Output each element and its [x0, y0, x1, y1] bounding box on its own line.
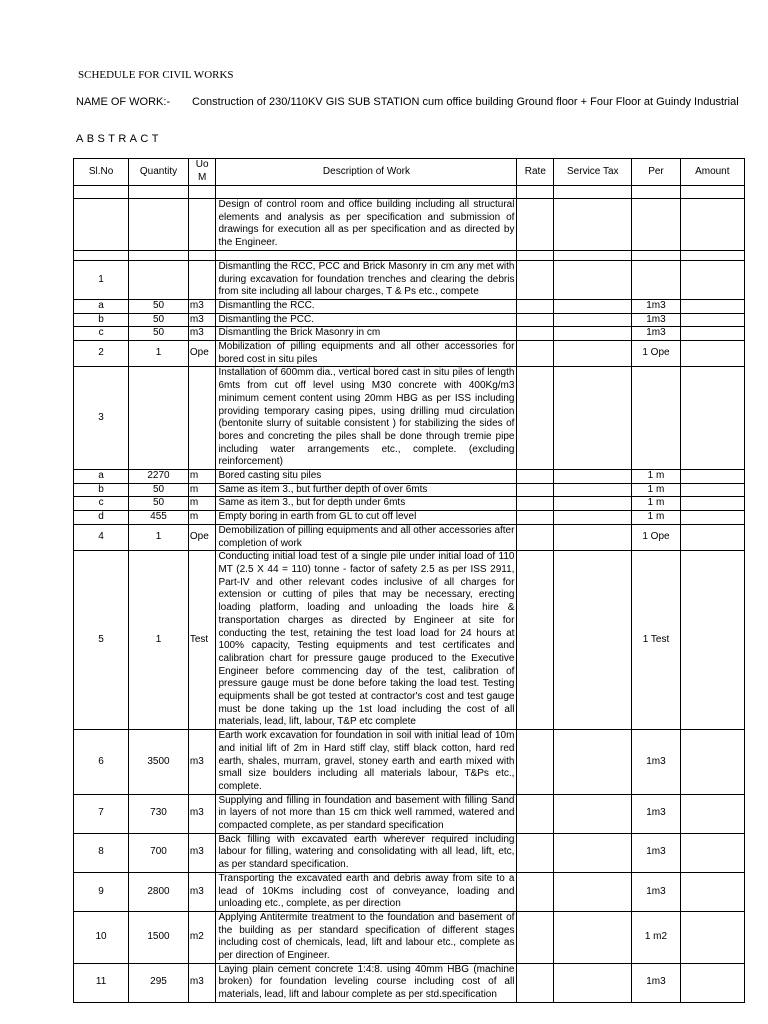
column-header-service-tax: Service Tax [554, 159, 632, 186]
table-row [74, 963, 745, 1002]
cell-slno: 8 [74, 833, 129, 872]
cell-slno: 5 [74, 551, 129, 730]
name-of-work-value: Construction of 230/110KV GIS SUB STATION cum office building Ground floor + Four Floor at Guindy Industrial [192, 96, 739, 108]
cell-slno: 11 [74, 963, 129, 1002]
cell-quantity: 50 [129, 483, 189, 497]
cell-slno: 10 [74, 911, 129, 963]
cell-rate [517, 872, 554, 911]
cell-quantity: 1 [129, 524, 189, 550]
cell-description: Transporting the excavated earth and debris away from site to a lead of 10Kms including cost of conveyance, loading and unloading etc., complete, as per direction [216, 872, 517, 911]
cell-description: Dismantling the RCC. [216, 299, 517, 313]
cell-uom: m3 [188, 327, 216, 341]
cell-slno: 4 [74, 524, 129, 550]
cell-service-tax [554, 833, 632, 872]
column-header-per: Per [632, 159, 680, 186]
cell-description: Dismantling the RCC, PCC and Brick Masonry in cm any met with during excavation for foundation trenches and clearing the debris from site including all labour charges, T & Ps etc., compete [216, 260, 517, 299]
table-row [74, 367, 745, 470]
cell-slno: 9 [74, 872, 129, 911]
cell-per [632, 199, 680, 251]
cell-rate [517, 260, 554, 299]
cell-service-tax [554, 327, 632, 341]
cell-quantity: 1500 [129, 911, 189, 963]
cell-quantity: 2800 [129, 872, 189, 911]
cell-amount [680, 911, 744, 963]
table-header-row [74, 159, 745, 186]
abstract-table [73, 158, 745, 1003]
cell-description: Dismantling the PCC. [216, 313, 517, 327]
cell-rate [517, 367, 554, 470]
cell-quantity: 1 [129, 341, 189, 367]
cell-uom: m [188, 497, 216, 511]
cell-uom: m2 [188, 911, 216, 963]
table-row [74, 250, 745, 260]
cell-description: Demobilization of pilling equipments and all other accessories after completion of work [216, 524, 517, 550]
cell-quantity [129, 199, 189, 251]
name-of-work-label: NAME OF WORK:- [76, 96, 171, 108]
abstract-heading: ABSTRACT [76, 133, 162, 145]
cell-rate [517, 327, 554, 341]
cell-description: Bored casting situ piles [216, 470, 517, 484]
cell-description: Same as item 3., but for depth under 6mts [216, 497, 517, 511]
cell-uom: Test [188, 551, 216, 730]
cell-per: 1 Ope [632, 524, 680, 550]
cell-per: 1m3 [632, 794, 680, 833]
cell-per [632, 186, 680, 199]
table-row [74, 551, 745, 730]
cell-rate [517, 833, 554, 872]
table-row [74, 911, 745, 963]
cell-description: Installation of 600mm dia., vertical bored cast in situ piles of length 6mts from cut off level using M30 concrete with 400Kg/m3 minimum cement content using 20mm HBG as per ISS including providing temporary casing pipes, using drilling mud circulation (bentonite slurry of suitable consistent ) for stabilizing the sides of bores and concreting the piles shall be done through tremie pipe including water arrangements etc., complete. (excluding reinforcement) [216, 367, 517, 470]
cell-slno: 3 [74, 367, 129, 470]
cell-quantity [129, 250, 189, 260]
cell-per: 1 Test [632, 551, 680, 730]
cell-description: Back filling with excavated earth wherever required including labour for filling, watering and consolidating with all lead, lift, etc, as per standard specification. [216, 833, 517, 872]
cell-per: 1m3 [632, 730, 680, 795]
cell-service-tax [554, 250, 632, 260]
cell-description: Laying plain cement concrete 1:4:8. using 40mm HBG (machine broken) for foundation leveling course including cost of all materials, lead, lift and labour complete as per std.specification [216, 963, 517, 1002]
cell-uom [188, 186, 216, 199]
cell-amount [680, 250, 744, 260]
table-row [74, 341, 745, 367]
cell-amount [680, 470, 744, 484]
cell-service-tax [554, 199, 632, 251]
table-row [74, 186, 745, 199]
cell-service-tax [554, 299, 632, 313]
column-header-uom: Uo M [188, 159, 216, 186]
cell-uom: m3 [188, 794, 216, 833]
cell-rate [517, 199, 554, 251]
cell-rate [517, 250, 554, 260]
cell-slno: b [74, 483, 129, 497]
cell-quantity: 295 [129, 963, 189, 1002]
cell-service-tax [554, 511, 632, 525]
cell-rate [517, 730, 554, 795]
cell-slno: a [74, 299, 129, 313]
cell-service-tax [554, 367, 632, 470]
cell-rate [517, 963, 554, 1002]
cell-amount [680, 524, 744, 550]
cell-per [632, 260, 680, 299]
document-title: SCHEDULE FOR CIVIL WORKS [78, 69, 234, 81]
cell-per [632, 250, 680, 260]
cell-amount [680, 299, 744, 313]
name-of-work [76, 96, 739, 108]
cell-slno: 6 [74, 730, 129, 795]
cell-description: Empty boring in earth from GL to cut off level [216, 511, 517, 525]
table-body [74, 186, 745, 1003]
cell-amount [680, 260, 744, 299]
cell-rate [517, 186, 554, 199]
cell-amount [680, 730, 744, 795]
cell-amount [680, 341, 744, 367]
cell-service-tax [554, 872, 632, 911]
cell-amount [680, 497, 744, 511]
cell-slno [74, 186, 129, 199]
cell-uom: m3 [188, 872, 216, 911]
column-header-quantity: Quantity [129, 159, 189, 186]
table-row [74, 327, 745, 341]
cell-slno [74, 199, 129, 251]
cell-service-tax [554, 730, 632, 795]
cell-quantity: 455 [129, 511, 189, 525]
cell-description: Design of control room and office building including all structural elements and analysis as per specification and submission of drawings for execution all as per specification and as directed by the Engineer. [216, 199, 517, 251]
cell-uom [188, 250, 216, 260]
cell-slno: 2 [74, 341, 129, 367]
cell-uom: m [188, 470, 216, 484]
cell-rate [517, 341, 554, 367]
table-row [74, 511, 745, 525]
cell-uom: m3 [188, 313, 216, 327]
table-row [74, 730, 745, 795]
table-row [74, 260, 745, 299]
cell-quantity: 2270 [129, 470, 189, 484]
cell-uom: Ope [188, 341, 216, 367]
cell-per: 1 m2 [632, 911, 680, 963]
cell-amount [680, 199, 744, 251]
cell-amount [680, 313, 744, 327]
cell-service-tax [554, 551, 632, 730]
cell-uom: m [188, 483, 216, 497]
cell-uom: m [188, 511, 216, 525]
column-header-amount: Amount [680, 159, 744, 186]
cell-per: 1 m [632, 470, 680, 484]
cell-slno [74, 250, 129, 260]
cell-service-tax [554, 963, 632, 1002]
cell-rate [517, 299, 554, 313]
cell-description: Mobilization of pilling equipments and all other accessories for bored cost in situ piles [216, 341, 517, 367]
column-header-description: Description of Work [216, 159, 517, 186]
column-header-slno: Sl.No [74, 159, 129, 186]
cell-slno: d [74, 511, 129, 525]
column-header-rate: Rate [517, 159, 554, 186]
cell-quantity: 1 [129, 551, 189, 730]
cell-per [632, 367, 680, 470]
cell-amount [680, 511, 744, 525]
table-row [74, 313, 745, 327]
cell-uom: Ope [188, 524, 216, 550]
cell-description: Conducting initial load test of a single pile under initial load of 110 MT (2.5 X 44 = 110) tonne - factor of safety 2.5 as per ISS 2911, Part-IV and other relevant codes inclusive of all charges for extension or cutting of piles that may be necessary, erecting loading platform, loading and unloading the loads hire & transportation charges as directed by Engineer at site for conducting the test, retaining the test load load for 24 hours at 100% capacity, Testing equipments and test certificates and calibration chart for pressure gauge produced to the Executive Engineer before commencing day of the test, calibration of pressure gauge must be done before taking the load test. Testing equipments shall be got tested at contractor's cost and test gauge must be done taking up the 1st load including the cost of all materials, lead, lift, labour, T&P etc complete [216, 551, 517, 730]
cell-uom: m3 [188, 833, 216, 872]
cell-amount [680, 186, 744, 199]
cell-amount [680, 872, 744, 911]
cell-rate [517, 524, 554, 550]
cell-service-tax [554, 470, 632, 484]
cell-per: 1 Ope [632, 341, 680, 367]
table-row [74, 497, 745, 511]
cell-quantity: 50 [129, 299, 189, 313]
cell-service-tax [554, 186, 632, 199]
cell-description: Supplying and filling in foundation and basement with filling Sand in layers of not more than 15 cm thick well rammed, watered and compacted complete, as per standard specification [216, 794, 517, 833]
cell-uom: m3 [188, 963, 216, 1002]
table-row [74, 833, 745, 872]
cell-service-tax [554, 794, 632, 833]
cell-description: Earth work excavation for foundation in soil with initial lead of 10m and initial lift of 2m in Hard stiff clay, stiff black cotton, hard red earth, shales, murram, gravel, stoney earth and earth mixed with small size boulders including all materials labour, T&Ps etc., complete. [216, 730, 517, 795]
cell-slno: 7 [74, 794, 129, 833]
cell-service-tax [554, 911, 632, 963]
cell-amount [680, 963, 744, 1002]
cell-rate [517, 483, 554, 497]
cell-quantity: 700 [129, 833, 189, 872]
cell-amount [680, 327, 744, 341]
cell-service-tax [554, 341, 632, 367]
cell-quantity: 730 [129, 794, 189, 833]
cell-quantity: 50 [129, 313, 189, 327]
cell-uom [188, 260, 216, 299]
cell-rate [517, 313, 554, 327]
cell-quantity: 50 [129, 497, 189, 511]
cell-rate [517, 511, 554, 525]
cell-per: 1 m [632, 483, 680, 497]
cell-description [216, 186, 517, 199]
cell-service-tax [554, 524, 632, 550]
cell-per: 1 m [632, 511, 680, 525]
cell-per: 1m3 [632, 833, 680, 872]
cell-slno: 1 [74, 260, 129, 299]
table-row [74, 470, 745, 484]
cell-description: Same as item 3., but further depth of over 6mts [216, 483, 517, 497]
cell-quantity: 3500 [129, 730, 189, 795]
cell-amount [680, 483, 744, 497]
cell-quantity [129, 186, 189, 199]
table-row [74, 199, 745, 251]
cell-service-tax [554, 260, 632, 299]
cell-amount [680, 551, 744, 730]
cell-per: 1m3 [632, 327, 680, 341]
cell-service-tax [554, 483, 632, 497]
cell-amount [680, 794, 744, 833]
cell-slno: b [74, 313, 129, 327]
cell-amount [680, 367, 744, 470]
cell-quantity [129, 260, 189, 299]
cell-quantity: 50 [129, 327, 189, 341]
cell-per: 1m3 [632, 299, 680, 313]
table-row [74, 794, 745, 833]
cell-slno: a [74, 470, 129, 484]
cell-rate [517, 794, 554, 833]
cell-rate [517, 470, 554, 484]
table-row [74, 483, 745, 497]
cell-service-tax [554, 497, 632, 511]
cell-per: 1 m [632, 497, 680, 511]
cell-slno: c [74, 497, 129, 511]
cell-description: Dismantling the Brick Masonry in cm [216, 327, 517, 341]
table-row [74, 524, 745, 550]
table-row [74, 299, 745, 313]
cell-rate [517, 551, 554, 730]
cell-per: 1m3 [632, 963, 680, 1002]
cell-slno: c [74, 327, 129, 341]
cell-rate [517, 911, 554, 963]
cell-service-tax [554, 313, 632, 327]
cell-rate [517, 497, 554, 511]
cell-amount [680, 833, 744, 872]
cell-per: 1m3 [632, 872, 680, 911]
cell-uom [188, 199, 216, 251]
cell-per: 1m3 [632, 313, 680, 327]
cell-description [216, 250, 517, 260]
cell-uom: m3 [188, 299, 216, 313]
cell-uom: m3 [188, 730, 216, 795]
cell-uom [188, 367, 216, 470]
cell-description: Applying Antitermite treatment to the foundation and basement of the building as per standard specification of different stages including cost of chemicals, lead, lift and labour etc., complete as per direction of Engineer. [216, 911, 517, 963]
table-row [74, 872, 745, 911]
cell-quantity [129, 367, 189, 470]
